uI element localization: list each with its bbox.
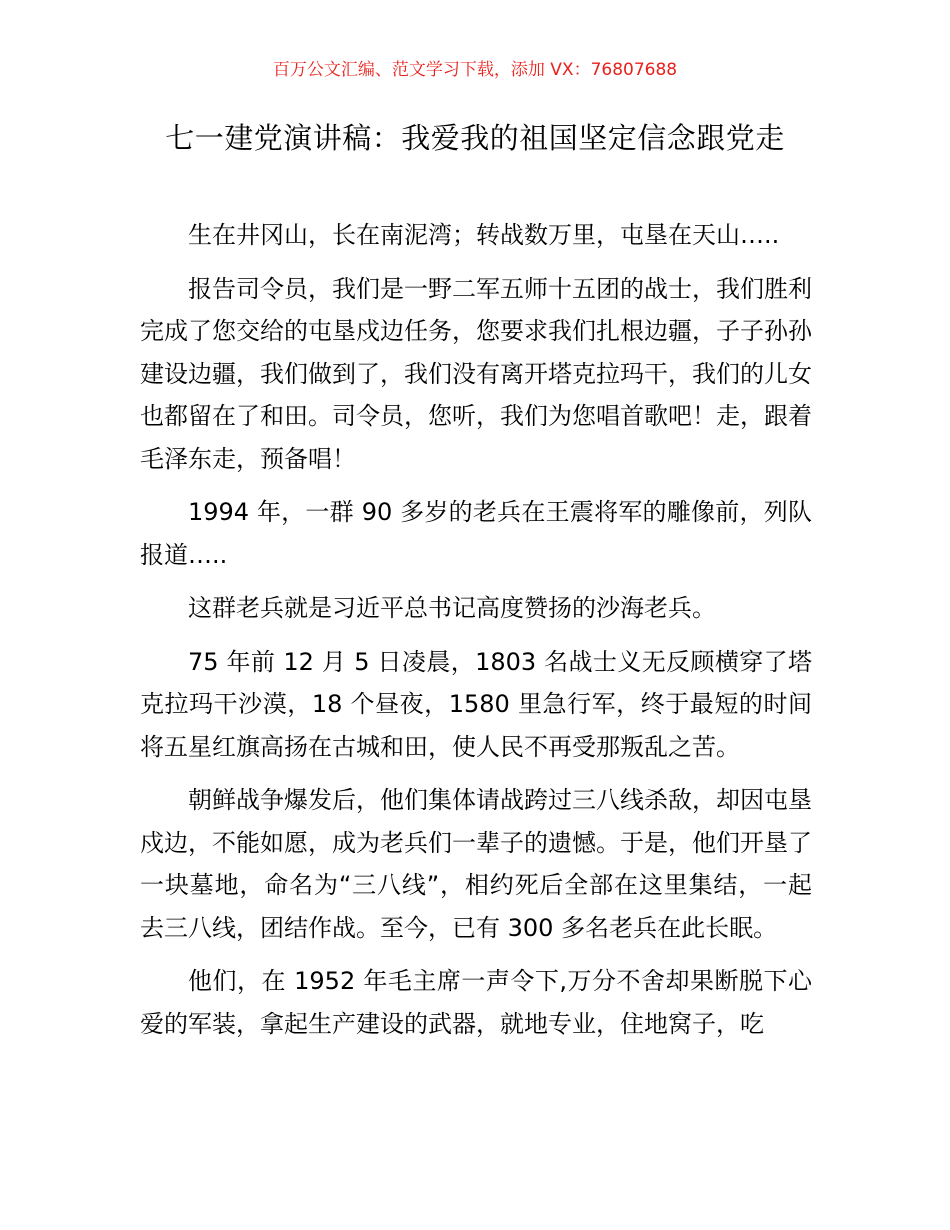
header-promo-note: 百万公文汇编、范文学习下载，添加 VX：76807688 <box>272 60 678 80</box>
paragraph: 生在井冈山，长在南泥湾；转战数万里，屯垦在天山….. <box>188 221 780 249</box>
paragraph: 报告司令员，我们是一野二军五师十五团的战士，我们胜利完成了您交给的屯垦戍边任务，您要求我们扎根边疆，子子孙孙建设边疆，我们做到了，我们没有离开塔克拉玛干，我们的儿女也都留在了和田。司令员，您听，我们为您唱首歌吧！走，跟着毛泽东走，预备唱！ <box>140 274 812 473</box>
paragraph: 朝鲜战争爆发后，他们集体请战跨过三八线杀敌，却因屯垦戍边，不能如愿，成为老兵们一辈子的遗憾。于是，他们开垦了一块墓地，命名为“三八线”，相约死后全部在这里集结，一起去三八线，团结作战。至今，已有 300 多名老兵在此长眠。 <box>140 786 812 942</box>
paragraph: 他们，在 1952 年毛主席一声令下,万分不舍却果断脱下心爱的军装，拿起生产建设的武器，就地专业，住地窝子，吃 <box>140 967 812 1038</box>
document-body <box>140 214 812 1056</box>
paragraph: 75 年前 12 月 5 日凌晨，1803 名战士义无反顾横穿了塔克拉玛干沙漠，18 个昼夜，1580 里急行军，终于最短的时间将五星红旗高扬在古城和田，使人民不再受那叛乱之苦。 <box>140 647 812 761</box>
document-title: 七一建党演讲稿：我爱我的祖国坚定信念跟党走 <box>165 121 785 155</box>
paragraph: 1994 年，一群 90 多岁的老兵在王震将军的雕像前，列队报道….. <box>140 498 812 569</box>
paragraph: 这群老兵就是习近平总书记高度赞扬的沙海老兵。 <box>188 594 716 622</box>
